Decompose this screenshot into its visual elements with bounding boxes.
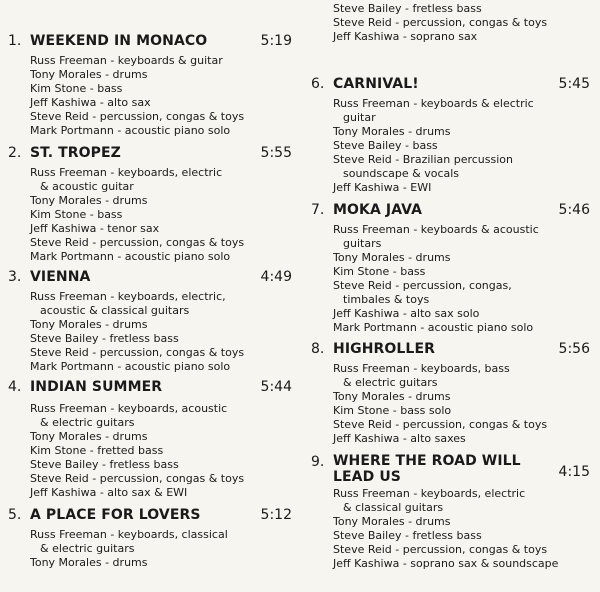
credit-line: Kim Stone - fretted bass bbox=[30, 444, 164, 457]
track-heading bbox=[8, 267, 298, 287]
track-title: WHERE THE ROAD WILL LEAD US bbox=[333, 453, 521, 485]
credit-line: Tony Morales - drums bbox=[333, 515, 451, 528]
credit-line: Russ Freeman - keyboards & acoustic bbox=[333, 223, 539, 236]
track-number: 6. bbox=[311, 76, 325, 92]
credit-line: Jeff Kashiwa - soprano sax & soundscape bbox=[333, 557, 559, 570]
track-title: MOKA JAVA bbox=[333, 202, 423, 218]
credit-line: Steve Reid - percussion, congas, bbox=[333, 279, 512, 292]
credit-line: Steve Reid - Brazilian percussion bbox=[333, 153, 513, 166]
track-heading bbox=[8, 377, 298, 397]
track-credits bbox=[333, 223, 596, 335]
credit-line: Russ Freeman - keyboards, electric bbox=[333, 487, 526, 500]
credit-line: Jeff Kashiwa - alto sax solo bbox=[333, 307, 480, 320]
track-heading bbox=[8, 505, 298, 525]
credit-line: Jeff Kashiwa - alto sax bbox=[30, 96, 151, 109]
track-duration: 4:49 bbox=[260, 269, 292, 285]
track-credits bbox=[30, 54, 298, 138]
track-title: VIENNA bbox=[30, 269, 91, 285]
credit-line: Tony Morales - drums bbox=[333, 125, 451, 138]
credit-line: Mark Portmann - acoustic piano solo bbox=[333, 321, 534, 334]
credit-line: Tony Morales - drums bbox=[30, 556, 148, 569]
credit-line: Tony Morales - drums bbox=[333, 390, 451, 403]
track-credits bbox=[333, 97, 596, 195]
credit-line: Russ Freeman - keyboards & guitar bbox=[30, 54, 223, 67]
credit-line: & acoustic guitar bbox=[40, 180, 134, 193]
track-title: HIGHROLLER bbox=[333, 341, 436, 357]
credit-line: Steve Reid - percussion, congas & toys bbox=[30, 346, 245, 359]
track-number: 1. bbox=[8, 33, 22, 49]
track-credits bbox=[333, 487, 596, 571]
track-7 bbox=[311, 200, 596, 334]
track-title: INDIAN SUMMER bbox=[30, 379, 163, 395]
track-credits bbox=[30, 402, 298, 500]
track-credits bbox=[30, 528, 298, 570]
credit-line: Steve Reid - percussion, congas & toys bbox=[333, 418, 548, 431]
credit-line: Steve Bailey - fretless bass bbox=[30, 332, 179, 345]
credit-line: Steve Reid - percussion, congas & toys bbox=[333, 543, 548, 556]
credit-line: Tony Morales - drums bbox=[30, 194, 148, 207]
credit-line: Kim Stone - bass solo bbox=[333, 404, 452, 417]
track-title: ST. TROPEZ bbox=[30, 145, 121, 161]
track-5 bbox=[8, 505, 298, 569]
track-duration: 5:55 bbox=[260, 145, 292, 161]
credit-line: guitars bbox=[343, 237, 382, 250]
credit-line: Steve Bailey - fretless bass bbox=[30, 458, 179, 471]
track-title: CARNIVAL! bbox=[333, 76, 419, 92]
credit-line: Jeff Kashiwa - soprano sax bbox=[333, 30, 478, 43]
credit-line: Russ Freeman - keyboards & electric bbox=[333, 97, 534, 110]
credit-line: Russ Freeman - keyboards, electric bbox=[30, 166, 223, 179]
track-number: 7. bbox=[311, 202, 325, 218]
credit-line: Steve Reid - percussion, congas & toys bbox=[333, 16, 548, 29]
credit-line: Tony Morales - drums bbox=[30, 430, 148, 443]
credit-line: guitar bbox=[343, 111, 376, 124]
credit-line: Tony Morales - drums bbox=[30, 68, 148, 81]
credit-line: Russ Freeman - keyboards, electric, bbox=[30, 290, 226, 303]
track-heading bbox=[311, 74, 596, 94]
track-number: 9. bbox=[311, 454, 325, 470]
track-3 bbox=[8, 267, 298, 373]
track-4 bbox=[8, 377, 298, 499]
track-9 bbox=[311, 452, 596, 570]
credit-line: Russ Freeman - keyboards, classical bbox=[30, 528, 228, 541]
track-number: 4. bbox=[8, 379, 22, 395]
credit-line: Kim Stone - bass bbox=[333, 265, 426, 278]
track-2 bbox=[8, 143, 298, 263]
track-duration: 5:19 bbox=[260, 33, 292, 49]
credit-line: Tony Morales - drums bbox=[30, 318, 148, 331]
credit-line: Kim Stone - bass bbox=[30, 208, 123, 221]
credit-line: Steve Bailey - fretless bass bbox=[333, 2, 482, 15]
track-heading bbox=[8, 31, 298, 51]
track-duration: 5:46 bbox=[558, 202, 590, 218]
credit-line: & electric guitars bbox=[343, 376, 438, 389]
track-heading bbox=[311, 339, 596, 359]
track-duration: 5:44 bbox=[260, 379, 292, 395]
credit-line: Jeff Kashiwa - alto sax & EWI bbox=[30, 486, 188, 499]
credit-line: acoustic & classical guitars bbox=[40, 304, 190, 317]
track-title: A PLACE FOR LOVERS bbox=[30, 507, 201, 523]
credit-line: & electric guitars bbox=[40, 542, 135, 555]
track-duration: 4:15 bbox=[558, 464, 590, 480]
track-1 bbox=[8, 31, 298, 137]
track-credits bbox=[30, 166, 298, 264]
track-title: WEEKEND IN MONACO bbox=[30, 33, 208, 49]
credit-line: timbales & toys bbox=[343, 293, 430, 306]
track-number: 8. bbox=[311, 341, 325, 357]
track-number: 3. bbox=[8, 269, 22, 285]
credit-line: Steve Bailey - fretless bass bbox=[333, 529, 482, 542]
credit-line: Steve Reid - percussion, congas & toys bbox=[30, 236, 245, 249]
credit-line: & electric guitars bbox=[40, 416, 135, 429]
credit-line: Russ Freeman - keyboards, acoustic bbox=[30, 402, 228, 415]
track-6 bbox=[311, 74, 596, 194]
credit-line: Mark Portmann - acoustic piano solo bbox=[30, 124, 231, 137]
credit-line: & classical guitars bbox=[343, 501, 444, 514]
track-credits bbox=[333, 2, 596, 44]
credit-line: Mark Portmann - acoustic piano solo bbox=[30, 250, 231, 263]
credit-line: Tony Morales - drums bbox=[333, 251, 451, 264]
credit-line: Jeff Kashiwa - tenor sax bbox=[30, 222, 160, 235]
track-duration: 5:56 bbox=[558, 341, 590, 357]
credit-line: Russ Freeman - keyboards, bass bbox=[333, 362, 510, 375]
track-number: 2. bbox=[8, 145, 22, 161]
credit-line: Steve Reid - percussion, congas & toys bbox=[30, 110, 245, 123]
track-8 bbox=[311, 339, 596, 445]
track-heading bbox=[311, 452, 596, 486]
credit-line: Jeff Kashiwa - EWI bbox=[333, 181, 432, 194]
credit-line: Steve Bailey - bass bbox=[333, 139, 438, 152]
track-credits bbox=[333, 362, 596, 446]
credit-line: Steve Reid - percussion, congas & toys bbox=[30, 472, 245, 485]
track-number: 5. bbox=[8, 507, 22, 523]
track-heading bbox=[311, 200, 596, 220]
credit-line: Mark Portmann - acoustic piano solo bbox=[30, 360, 231, 373]
credit-line: Kim Stone - bass bbox=[30, 82, 123, 95]
track-duration: 5:12 bbox=[260, 507, 292, 523]
credit-line: soundscape & vocals bbox=[343, 167, 460, 180]
track-credits bbox=[30, 290, 298, 374]
credit-line: Jeff Kashiwa - alto saxes bbox=[333, 432, 466, 445]
track-duration: 5:45 bbox=[558, 76, 590, 92]
track-heading bbox=[8, 143, 298, 163]
